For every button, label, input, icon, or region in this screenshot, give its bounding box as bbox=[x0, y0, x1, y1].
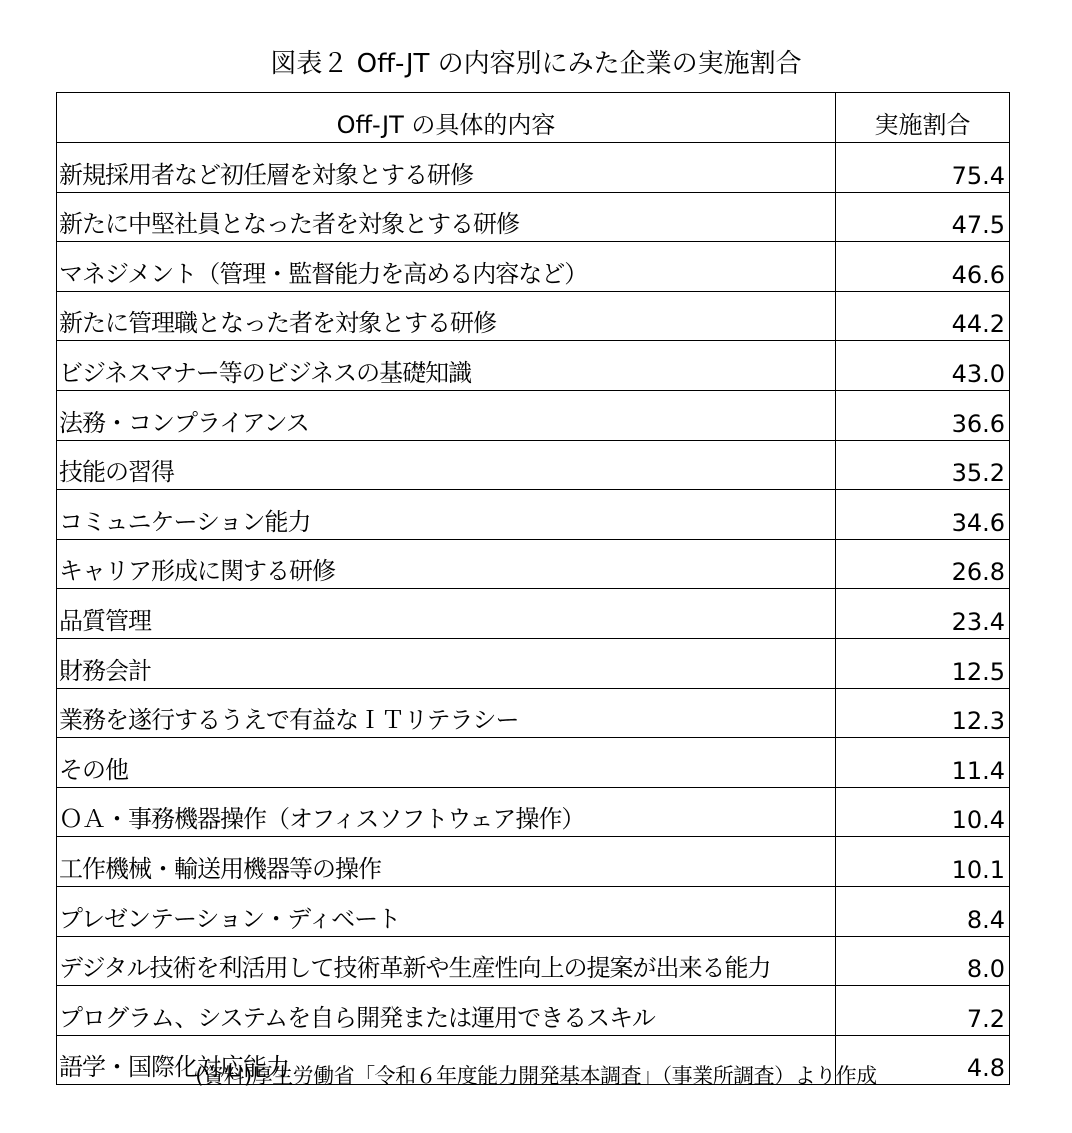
row-value: 11.4 bbox=[836, 738, 1010, 788]
row-label: コミュニケーション能力 bbox=[57, 490, 836, 540]
table-row bbox=[57, 638, 1010, 688]
table-row bbox=[57, 738, 1010, 788]
row-label: その他 bbox=[57, 738, 836, 788]
row-value: 47.5 bbox=[836, 192, 1010, 242]
row-label: 新規採用者など初任層を対象とする研修 bbox=[57, 143, 836, 193]
table-row bbox=[57, 589, 1010, 639]
table-row bbox=[57, 291, 1010, 341]
table-body bbox=[57, 143, 1010, 1085]
row-value: 23.4 bbox=[836, 589, 1010, 639]
table-row bbox=[57, 242, 1010, 292]
row-value: 4.8 bbox=[836, 1035, 1010, 1085]
row-value: 34.6 bbox=[836, 490, 1010, 540]
table-row bbox=[57, 192, 1010, 242]
row-label: ＯＡ・事務機器操作（オフィスソフトウェア操作） bbox=[57, 787, 836, 837]
row-label: キャリア形成に関する研修 bbox=[57, 539, 836, 589]
row-value: 10.4 bbox=[836, 787, 1010, 837]
row-value: 12.3 bbox=[836, 688, 1010, 738]
row-label: 技能の習得 bbox=[57, 440, 836, 490]
row-value: 10.1 bbox=[836, 837, 1010, 887]
row-value: 44.2 bbox=[836, 291, 1010, 341]
row-label: 法務・コンプライアンス bbox=[57, 390, 836, 440]
row-label: プレゼンテーション・ディベート bbox=[57, 886, 836, 936]
row-value: 43.0 bbox=[836, 341, 1010, 391]
table-row bbox=[57, 390, 1010, 440]
row-value: 36.6 bbox=[836, 390, 1010, 440]
table-row bbox=[57, 539, 1010, 589]
row-label: デジタル技術を利活用して技術革新や生産性向上の提案が出来る能力 bbox=[57, 936, 836, 986]
row-value: 12.5 bbox=[836, 638, 1010, 688]
row-label: 業務を遂行するうえで有益なＩＴリテラシー bbox=[57, 688, 836, 738]
row-label: 語学・国際化対応能力 bbox=[57, 1035, 836, 1085]
row-value: 26.8 bbox=[836, 539, 1010, 589]
row-value: 35.2 bbox=[836, 440, 1010, 490]
row-value: 8.4 bbox=[836, 886, 1010, 936]
table-row bbox=[57, 341, 1010, 391]
table-row bbox=[57, 143, 1010, 193]
table-row bbox=[57, 490, 1010, 540]
row-label: 新たに中堅社員となった者を対象とする研修 bbox=[57, 192, 836, 242]
table-row bbox=[57, 787, 1010, 837]
source-note: (資料)厚生労働省「令和６年度能力開発基本調査」（事業所調査）より作成 bbox=[195, 1064, 877, 1088]
row-value: 75.4 bbox=[836, 143, 1010, 193]
row-value: 8.0 bbox=[836, 936, 1010, 986]
row-value: 46.6 bbox=[836, 242, 1010, 292]
chart-title: 図表２ Off-JT の内容別にみた企業の実施割合 bbox=[270, 49, 802, 79]
row-label: マネジメント（管理・監督能力を高める内容など） bbox=[57, 242, 836, 292]
column-header-rate: 実施割合 bbox=[836, 93, 1010, 143]
table-row bbox=[57, 688, 1010, 738]
row-label: ビジネスマナー等のビジネスの基礎知識 bbox=[57, 341, 836, 391]
row-label: プログラム、システムを自ら開発または運用できるスキル bbox=[57, 986, 836, 1036]
table-row bbox=[57, 440, 1010, 490]
table-row bbox=[57, 986, 1010, 1036]
data-table bbox=[56, 92, 1010, 1085]
row-label: 品質管理 bbox=[57, 589, 836, 639]
table-row bbox=[57, 886, 1010, 936]
row-label: 財務会計 bbox=[57, 638, 836, 688]
row-label: 工作機械・輸送用機器等の操作 bbox=[57, 837, 836, 887]
column-header-content: Off-JT の具体的内容 bbox=[57, 93, 836, 143]
header-row bbox=[57, 93, 1010, 143]
row-value: 7.2 bbox=[836, 986, 1010, 1036]
table-row bbox=[57, 837, 1010, 887]
table-row bbox=[57, 936, 1010, 986]
row-label: 新たに管理職となった者を対象とする研修 bbox=[57, 291, 836, 341]
